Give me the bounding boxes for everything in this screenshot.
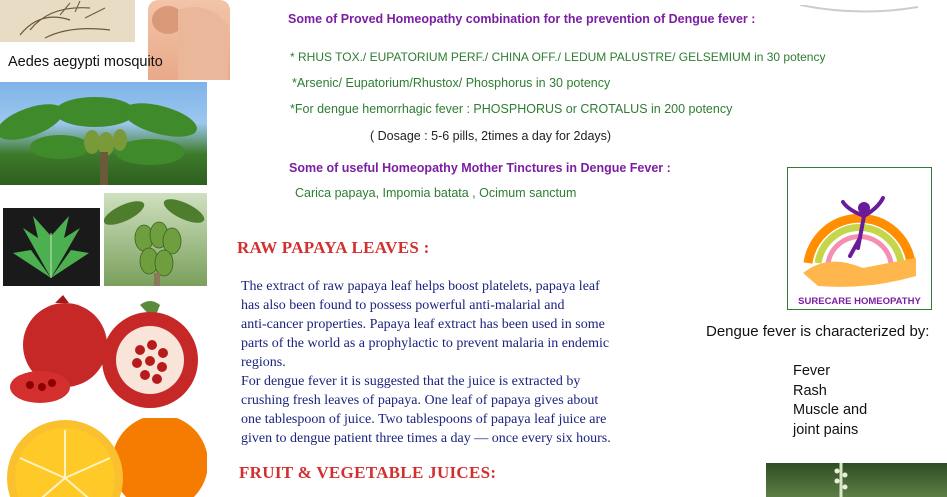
papaya-line: parts of the world as a prophylactic to prevent malaria in endemic [241, 336, 610, 351]
orange-photo [0, 418, 207, 497]
juices-heading: FRUIT & VEGETABLE JUICES: [239, 463, 497, 482]
papaya-line: has also been found to possess powerful anti-malarial and [241, 298, 565, 313]
papaya-line: anti-cancer properties. Papaya leaf extract has been used in some [241, 317, 605, 332]
symptom-item: Muscle and [793, 402, 868, 418]
mosquito-caption: Aedes aegypti mosquito [8, 54, 163, 70]
combo-line-3: *For dengue hemorrhagic fever : PHOSPHORUS or CROTALUS in 200 potency [290, 102, 733, 116]
papaya-line: regions. [241, 355, 286, 370]
combo-line-1: * RHUS TOX./ EUPATORIUM PERF./ CHINA OFF./ LEDUM PALUSTRE/ GELSEMIUM in 30 potency [290, 50, 826, 64]
papaya-fruit-photo [104, 193, 207, 286]
papaya-line: one tablespoon of juice. Two tablespoons of papaya leaf juice are [241, 412, 607, 427]
papaya-tree-photo [0, 82, 207, 185]
papaya-leaf-photo [3, 208, 100, 286]
combo-line-2: *Arsenic/ Eupatorium/Rhustox/ Phosphorus in 30 potency [292, 76, 611, 90]
tinctures-heading: Some of useful Homeopathy Mother Tinctures in Dengue Fever : [289, 161, 671, 175]
symptoms-heading: Dengue fever is characterized by: [706, 323, 930, 340]
papaya-heading: RAW PAPAYA LEAVES : [237, 238, 430, 257]
homeopathy-heading: Some of Proved Homeopathy combination for the prevention of Dengue fever : [288, 12, 756, 26]
papaya-line: crushing fresh leaves of papaya. One leaf of papaya gives about [241, 393, 599, 408]
surecare-logo [787, 167, 932, 310]
papaya-line: For dengue fever it is suggested that the juice is extracted by [241, 374, 581, 389]
symptom-item: Rash [793, 382, 827, 399]
tulsi-plant-photo [766, 463, 947, 497]
decorative-shape [800, 0, 918, 8]
tinctures-list: Carica papaya, Impomia batata , Ocimum sanctum [295, 186, 577, 200]
pomegranate-photo [0, 295, 207, 410]
mosquito-illustration [0, 0, 135, 42]
papaya-line: given to dengue patient three times a day — once every six hours. [241, 431, 611, 446]
symptom-item: joint pains [793, 421, 859, 438]
dosage-text: ( Dosage : 5-6 pills, 2times a day for 2days) [370, 129, 612, 143]
symptom-item: Fever [793, 363, 831, 379]
papaya-paragraph [241, 277, 701, 448]
papaya-line: The extract of raw papaya leaf helps boost platelets, papaya leaf [241, 279, 600, 294]
logo-caption: SURECARE HOMEOPATHY [798, 296, 921, 307]
symptoms-list [793, 362, 867, 440]
